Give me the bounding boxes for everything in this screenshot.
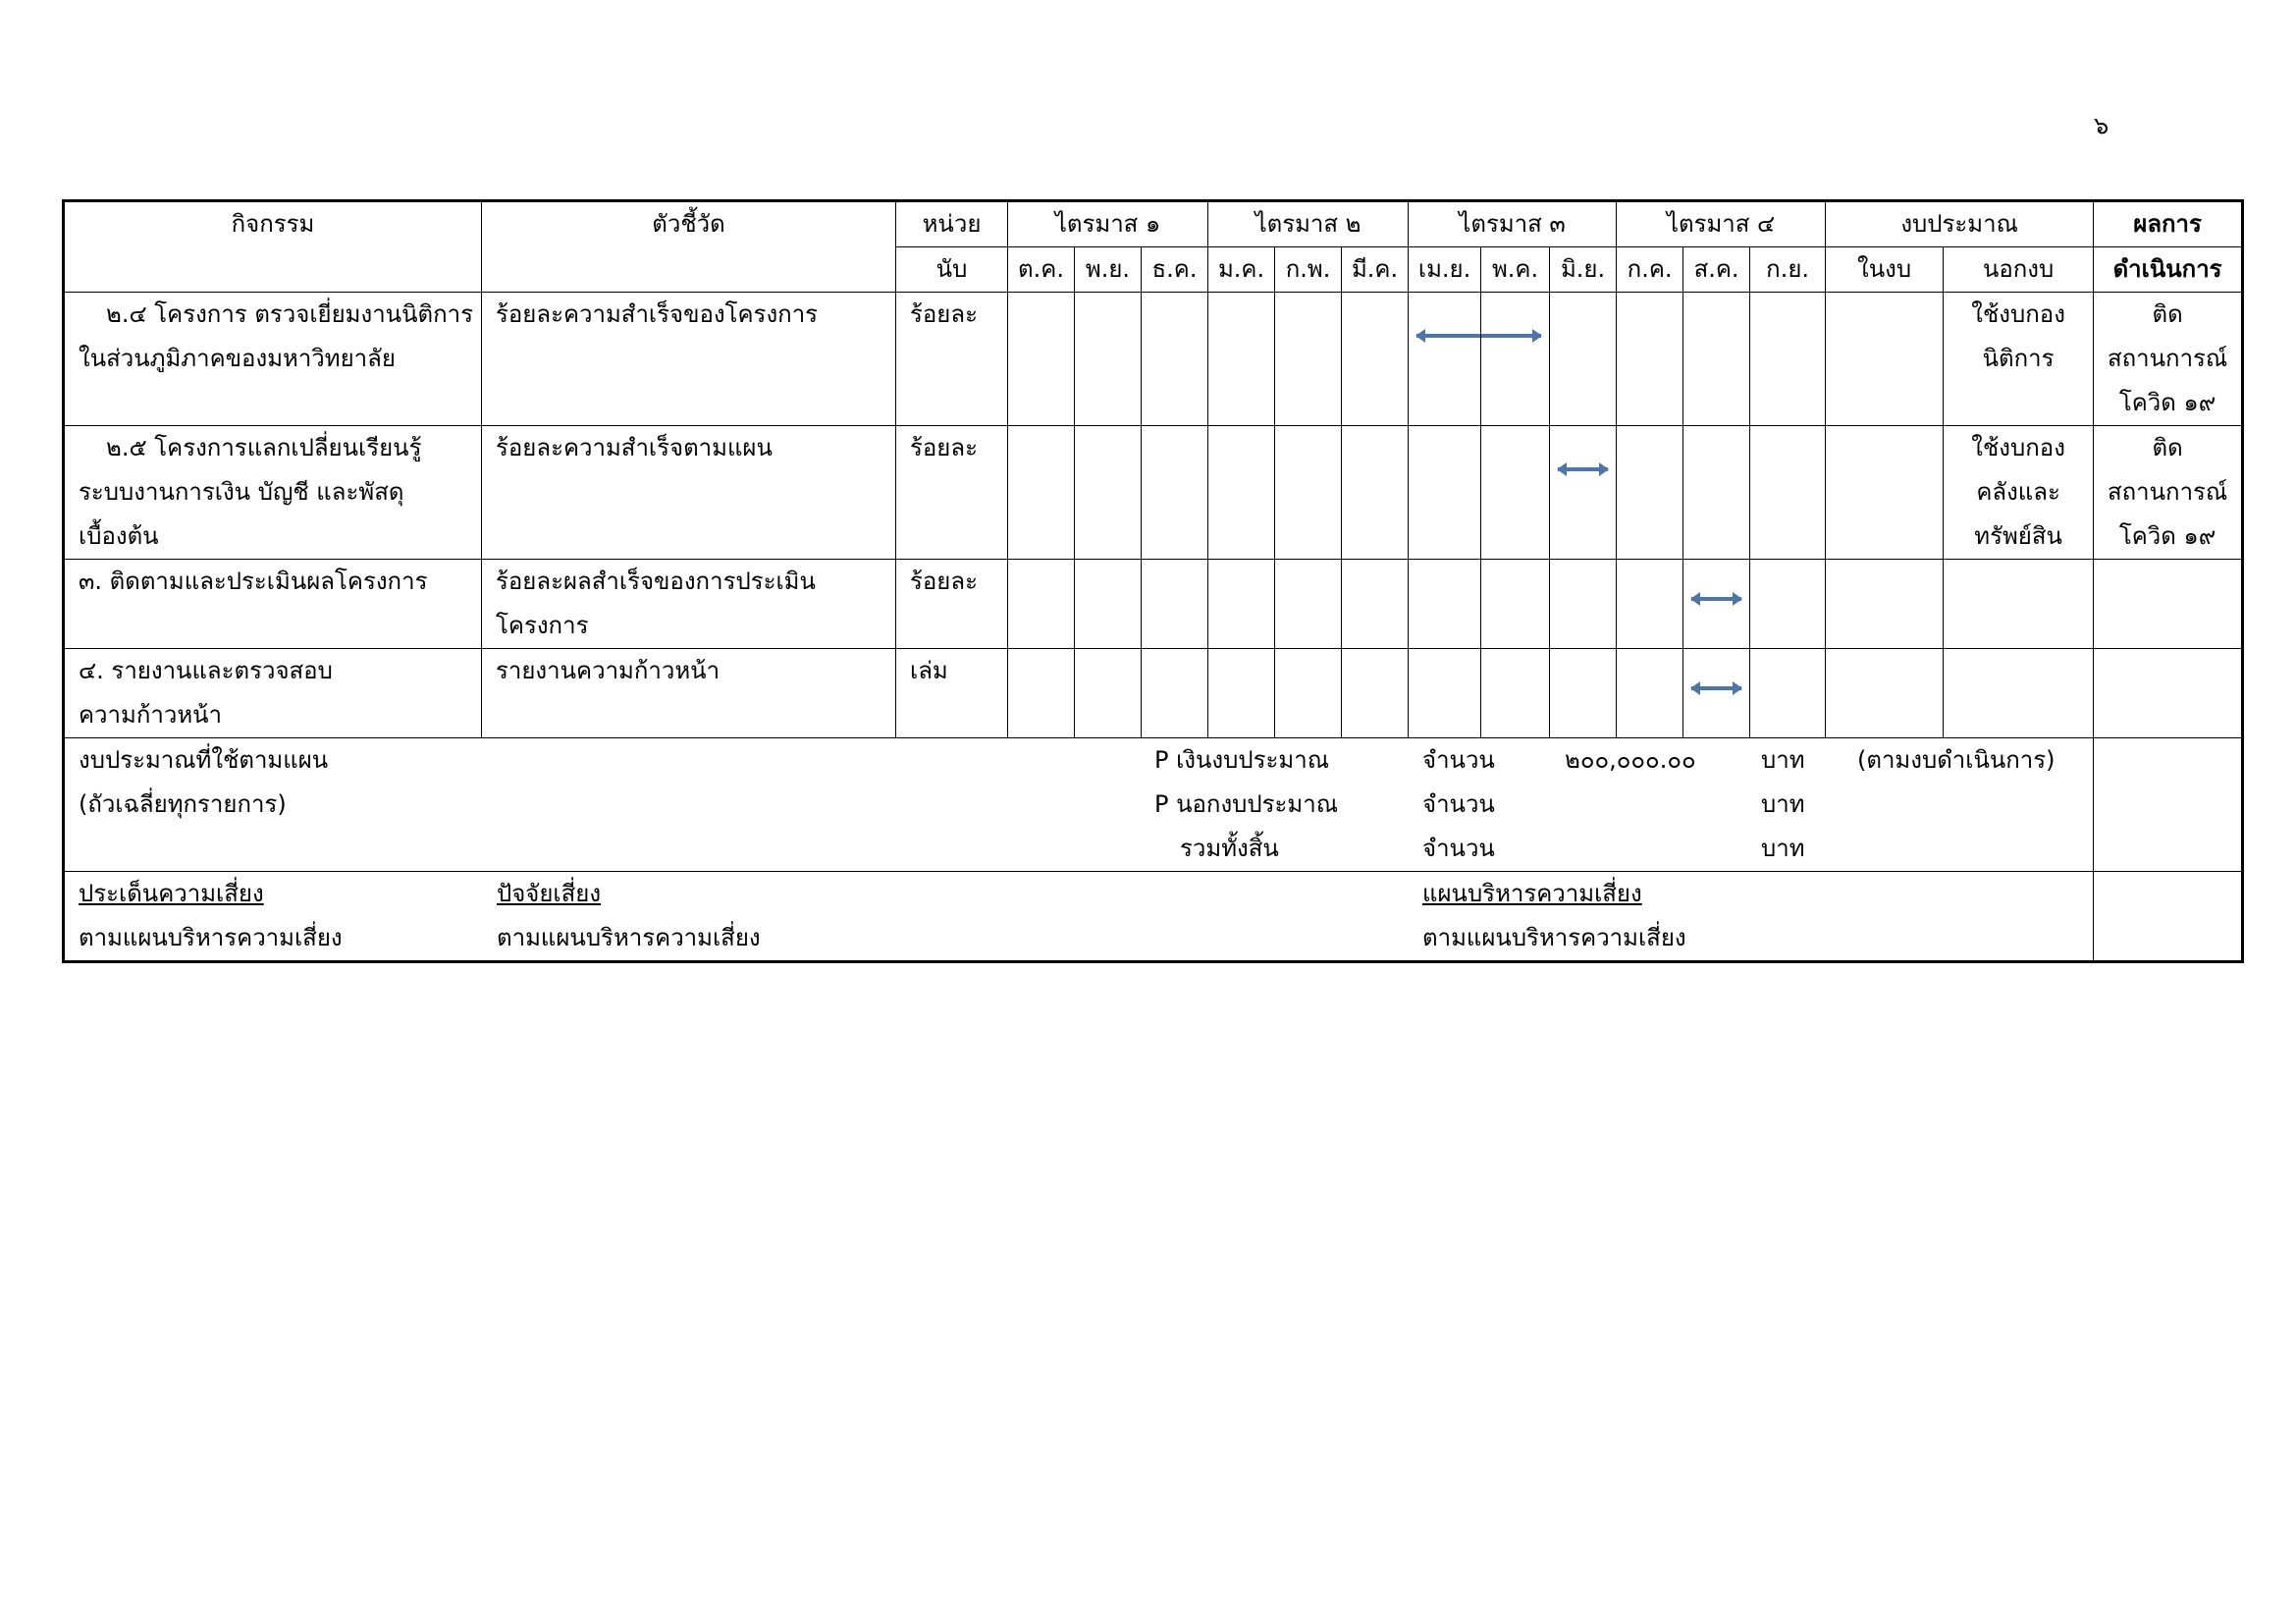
text-line: ร้อยละความสำเร็จตามแผน (496, 434, 773, 461)
month-header: ต.ค. (1008, 247, 1075, 293)
month-cell (1075, 293, 1142, 426)
month-cell (1750, 649, 1826, 738)
month-cell (1275, 426, 1342, 560)
month-cell (1342, 560, 1409, 649)
indicator-cell (482, 560, 896, 649)
currency-2: บาท (1761, 790, 1805, 818)
month-header: เม.ย. (1409, 247, 1481, 293)
month-cell (1409, 426, 1481, 560)
header-budget-out: นอกงบ (1944, 247, 2094, 293)
budget-result-cell (2094, 738, 2243, 872)
activity-cell (64, 426, 482, 560)
unit-cell: ร้อยละ (896, 426, 1008, 560)
risk-row (64, 872, 2243, 962)
activity-cell (64, 293, 482, 426)
budget-out-cell (1944, 560, 2094, 649)
month-cell (1409, 293, 1481, 426)
text-line: ในส่วนภูมิภาคของมหาวิทยาลัย (79, 345, 396, 372)
text-line: ๒.๔ โครงการ ตรวจเยี่ยมงานนิติการ (106, 300, 473, 328)
activity-cell (64, 649, 482, 738)
out-budget-label: P นอกงบประมาณ (1154, 790, 1338, 818)
text-line: ใช้งบกอง (1971, 434, 2065, 461)
text-line: สถานการณ์ (2107, 478, 2228, 506)
text-line: ใช้งบกอง (1971, 300, 2065, 328)
month-header: ส.ค. (1683, 247, 1750, 293)
month-cell (1142, 293, 1208, 426)
month-cell (1481, 560, 1550, 649)
budget-out-cell (1944, 649, 2094, 738)
month-cell (1550, 560, 1617, 649)
text-line: โครงการ (496, 612, 589, 639)
month-cell (1617, 560, 1683, 649)
amount-label-3: จำนวน (1422, 835, 1495, 862)
page-number: ๖ (2094, 112, 2109, 139)
budget-label-2: (ถัวเฉลี่ยทุกรายการ) (79, 790, 287, 818)
budget-summary-cell (64, 738, 2094, 872)
month-cell (1617, 649, 1683, 738)
month-cell (1683, 649, 1750, 738)
header-quarter-1: ไตรมาส ๑ (1008, 201, 1208, 247)
month-cell (1342, 426, 1409, 560)
text-line: ๔. รายงานและตรวจสอบ (79, 657, 333, 684)
budget-in-cell (1826, 293, 1944, 426)
month-cell (1409, 560, 1481, 649)
month-cell (1208, 426, 1275, 560)
budget-label-1: งบประมาณที่ใช้ตามแผน (79, 746, 329, 774)
amount-label-2: จำนวน (1422, 790, 1495, 818)
timeline-arrow (1558, 467, 1608, 471)
text-line: โควิด ๑๙ (2118, 389, 2216, 416)
in-budget-label: P เงินงบประมาณ (1154, 746, 1329, 774)
month-cell (1008, 649, 1075, 738)
table-row (64, 560, 2243, 649)
budget-out-cell (1944, 293, 2094, 426)
month-cell (1342, 649, 1409, 738)
month-cell (1075, 426, 1142, 560)
indicator-cell (482, 293, 896, 426)
timeline-arrow (1691, 597, 1741, 601)
month-header: พ.ค. (1481, 247, 1550, 293)
month-cell (1481, 649, 1550, 738)
budget-summary-row (64, 738, 2243, 872)
month-header: ก.ย. (1750, 247, 1826, 293)
text-line: ทรัพย์สิน (1974, 522, 2062, 550)
text-line: ร้อยละความสำเร็จของโครงการ (496, 300, 819, 328)
risk-issue-title: ประเด็นความเสี่ยง (79, 880, 264, 907)
month-cell (1550, 426, 1617, 560)
month-cell (1750, 426, 1826, 560)
header-quarter-2: ไตรมาส ๒ (1208, 201, 1409, 247)
month-cell (1750, 560, 1826, 649)
text-line: ติด (2152, 434, 2183, 461)
risk-issue-value: ตามแผนบริหารความเสี่ยง (79, 924, 343, 951)
text-line: รายงานความก้าวหน้า (496, 657, 721, 684)
month-cell (1550, 293, 1617, 426)
month-cell (1275, 560, 1342, 649)
text-line: ร้อยละผลสำเร็จของการประเมิน (496, 568, 816, 595)
text-line: ๓. ติดตามและประเมินผลโครงการ (79, 568, 428, 595)
total-label: รวมทั้งสิ้น (1180, 835, 1279, 862)
budget-in-cell (1826, 560, 1944, 649)
currency-1: บาท (1761, 746, 1805, 774)
month-cell (1342, 293, 1409, 426)
month-cell (1409, 649, 1481, 738)
text-line: ติด (2152, 300, 2183, 328)
unit-cell: ร้อยละ (896, 560, 1008, 649)
month-header: มิ.ย. (1550, 247, 1617, 293)
month-cell (1550, 649, 1617, 738)
text-line: สถานการณ์ (2107, 345, 2228, 372)
text-line: ความก้าวหน้า (79, 701, 223, 729)
header-budget-in: ในงบ (1826, 247, 1944, 293)
table-row (64, 426, 2243, 560)
month-cell (1075, 560, 1142, 649)
budget-out-cell (1944, 426, 2094, 560)
month-cell (1275, 649, 1342, 738)
month-cell (1617, 293, 1683, 426)
month-cell (1008, 293, 1075, 426)
month-header: ม.ค. (1208, 247, 1275, 293)
header-activity: กิจกรรม (64, 201, 482, 293)
budget-note: (ตามงบดำเนินการ) (1857, 746, 2056, 774)
table-row (64, 649, 2243, 738)
month-header: พ.ย. (1075, 247, 1142, 293)
risk-factor-value: ตามแผนบริหารความเสี่ยง (497, 924, 761, 951)
month-cell (1208, 649, 1275, 738)
month-header: ก.ค. (1617, 247, 1683, 293)
header-indicator: ตัวชี้วัด (482, 201, 896, 293)
month-header: ธ.ค. (1142, 247, 1208, 293)
month-cell (1617, 426, 1683, 560)
risk-cell (64, 872, 2094, 962)
activity-plan-table (62, 199, 2244, 963)
timeline-arrow (1416, 334, 1480, 338)
month-cell (1750, 293, 1826, 426)
month-cell (1142, 649, 1208, 738)
month-header: ก.พ. (1275, 247, 1342, 293)
month-cell (1142, 426, 1208, 560)
month-cell (1208, 560, 1275, 649)
month-cell (1275, 293, 1342, 426)
text-line: นิติการ (1982, 345, 2055, 372)
header-result: ผลการ (2094, 201, 2243, 247)
result-cell (2094, 426, 2243, 560)
header-quarter-3: ไตรมาส ๓ (1409, 201, 1617, 247)
timeline-arrow (1691, 686, 1741, 690)
month-cell (1142, 560, 1208, 649)
currency-3: บาท (1761, 835, 1805, 862)
result-cell (2094, 649, 2243, 738)
text-line: เบื้องต้น (79, 522, 159, 550)
amount-value: ๒๐๐,๐๐๐.๐๐ (1565, 746, 1696, 774)
unit-cell: เล่ม (896, 649, 1008, 738)
indicator-cell (482, 426, 896, 560)
text-line: คลังและ (1976, 478, 2060, 506)
header-result-2: ดำเนินการ (2094, 247, 2243, 293)
header-budget: งบประมาณ (1826, 201, 2094, 247)
budget-in-cell (1826, 426, 1944, 560)
text-line: ๒.๕ โครงการแลกเปลี่ยนเรียนรู้ (106, 434, 422, 461)
risk-factor-title: ปัจจัยเสี่ยง (497, 880, 602, 907)
indicator-cell (482, 649, 896, 738)
activity-cell (64, 560, 482, 649)
month-cell (1075, 649, 1142, 738)
header-unit: หน่วย (896, 201, 1008, 247)
text-line: โควิด ๑๙ (2118, 522, 2216, 550)
budget-in-cell (1826, 649, 1944, 738)
timeline-arrow (1481, 334, 1541, 338)
unit-cell: ร้อยละ (896, 293, 1008, 426)
month-cell (1683, 293, 1750, 426)
month-cell (1683, 426, 1750, 560)
month-cell (1481, 293, 1550, 426)
amount-label-1: จำนวน (1422, 746, 1495, 774)
table-row (64, 293, 2243, 426)
month-cell (1008, 426, 1075, 560)
text-line: ระบบงานการเงิน บัญชี และพัสดุ (79, 478, 404, 506)
month-cell (1481, 426, 1550, 560)
risk-plan-title: แผนบริหารความเสี่ยง (1422, 880, 1642, 907)
header-quarter-4: ไตรมาส ๔ (1617, 201, 1826, 247)
result-cell (2094, 560, 2243, 649)
month-cell (1683, 560, 1750, 649)
risk-plan-value: ตามแผนบริหารความเสี่ยง (1422, 924, 1686, 951)
risk-result-cell (2094, 872, 2243, 962)
result-cell (2094, 293, 2243, 426)
month-cell (1208, 293, 1275, 426)
month-header: มี.ค. (1342, 247, 1409, 293)
header-unit-2: นับ (896, 247, 1008, 293)
month-cell (1008, 560, 1075, 649)
